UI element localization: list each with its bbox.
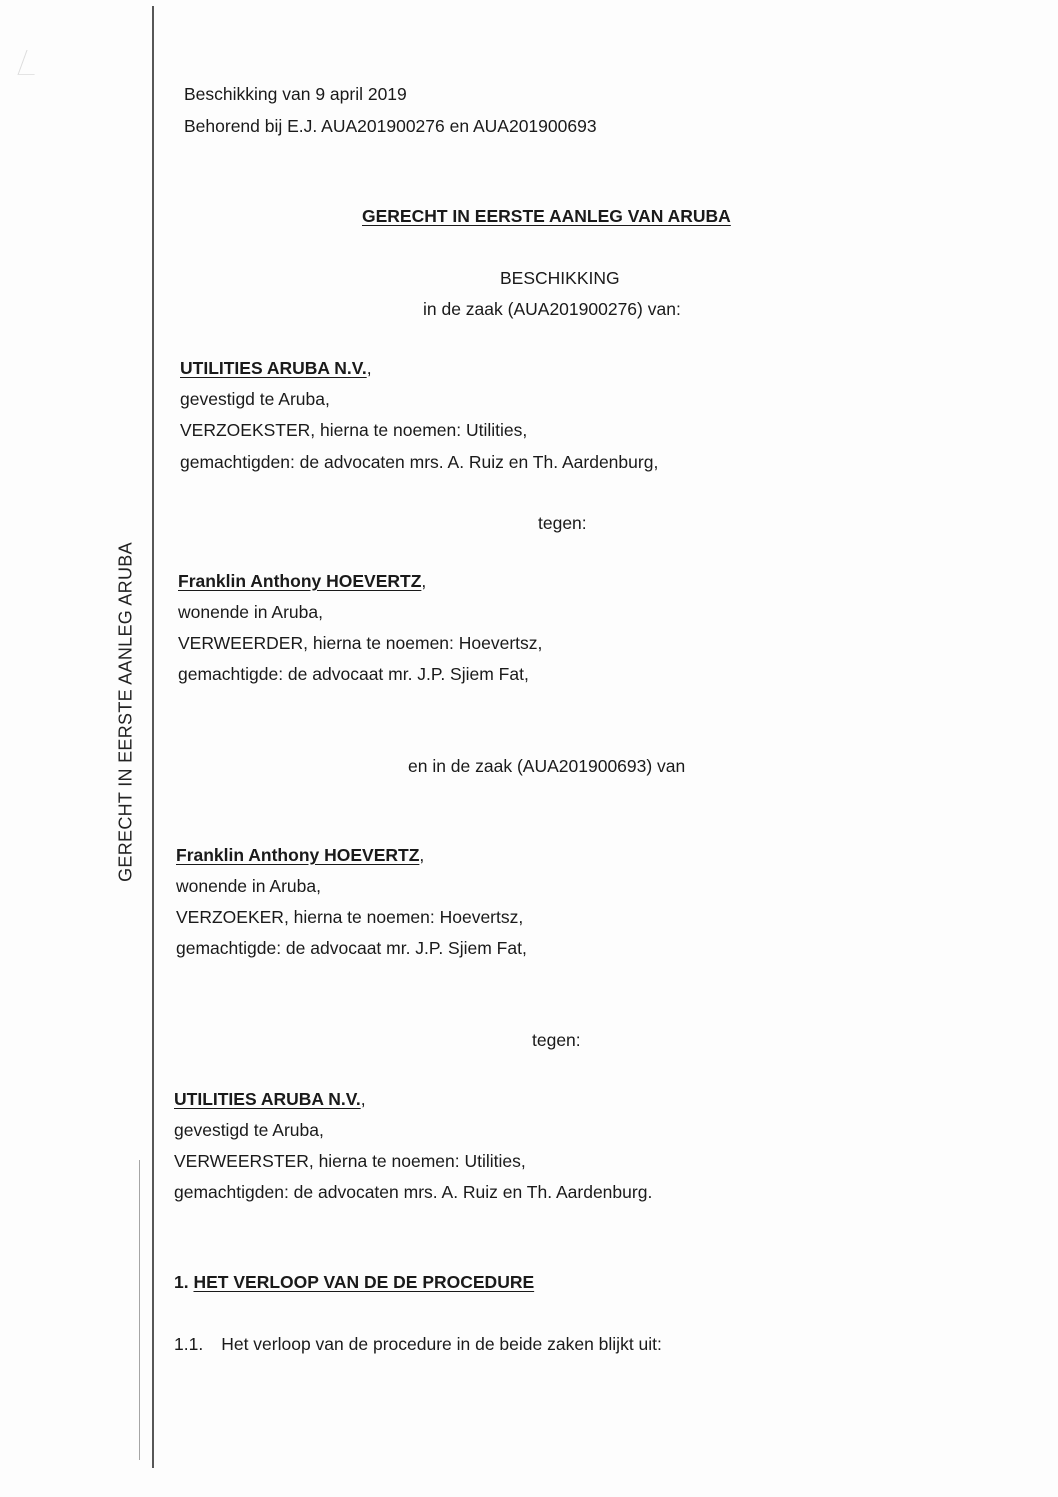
paragraph-1-1-text: Het verloop van de procedure in de beide zaken blijkt uit: <box>221 1334 662 1354</box>
paragraph-1-1 <box>174 1333 662 1355</box>
party3-name-suffix: , <box>419 845 425 865</box>
party2-counsel: gemachtigde: de advocaat mr. J.P. Sjiem Fat, <box>178 664 529 684</box>
party3-counsel: gemachtigde: de advocaat mr. J.P. Sjiem Fat, <box>176 938 527 958</box>
party1-seat: gevestigd te Aruba, <box>180 389 330 409</box>
scan-mark <box>17 50 43 75</box>
paragraph-1-1-number: 1.1. <box>174 1334 204 1354</box>
party3-name: Franklin Anthony HOEVERTZ <box>176 845 420 865</box>
party1-counsel: gemachtigden: de advocaten mrs. A. Ruiz en Th. Aardenburg, <box>180 452 659 472</box>
party3-residence: wonende in Aruba, <box>176 876 321 896</box>
case1-intro: in de zaak (AUA201900276) van: <box>423 299 681 319</box>
document-type: BESCHIKKING <box>500 268 620 288</box>
party2-residence: wonende in Aruba, <box>178 602 323 622</box>
party4-name-suffix: , <box>360 1089 366 1109</box>
header-case-reference: Behorend bij E.J. AUA201900276 en AUA201900693 <box>184 116 597 136</box>
party4-counsel: gemachtigden: de advocaten mrs. A. Ruiz en Th. Aardenburg. <box>174 1182 653 1202</box>
section1-heading <box>174 1271 534 1293</box>
party3-role: VERZOEKER, hierna te noemen: Hoevertsz, <box>176 907 524 927</box>
header-date: Beschikking van 9 april 2019 <box>184 84 407 104</box>
party3-heading <box>176 844 424 866</box>
party2-name: Franklin Anthony HOEVERTZ <box>178 571 422 591</box>
section1-title: HET VERLOOP VAN DE DE PROCEDURE <box>193 1272 535 1292</box>
party1-heading <box>180 357 372 379</box>
party4-role: VERWEERSTER, hierna te noemen: Utilities, <box>174 1151 526 1171</box>
party2-role: VERWEERDER, hierna te noemen: Hoevertsz, <box>178 633 543 653</box>
against-1: tegen: <box>538 513 587 533</box>
court-title: GERECHT IN EERSTE AANLEG VAN ARUBA <box>362 206 731 226</box>
margin-line <box>152 6 154 1468</box>
margin-line-lower <box>139 1160 140 1460</box>
against-2: tegen: <box>532 1030 581 1050</box>
party1-name: UTILITIES ARUBA N.V. <box>180 358 367 378</box>
party2-name-suffix: , <box>421 571 427 591</box>
case2-intro: en in de zaak (AUA201900693) van <box>408 756 686 776</box>
section1-number: 1. <box>174 1272 189 1292</box>
party4-heading <box>174 1088 366 1110</box>
margin-stamp-text: GERECHT IN EERSTE AANLEG ARUBA <box>115 542 136 882</box>
party1-role: VERZOEKSTER, hierna te noemen: Utilities, <box>180 420 528 440</box>
party1-name-suffix: , <box>366 358 372 378</box>
party2-heading <box>178 570 426 592</box>
party4-seat: gevestigd te Aruba, <box>174 1120 324 1140</box>
party4-name: UTILITIES ARUBA N.V. <box>174 1089 361 1109</box>
